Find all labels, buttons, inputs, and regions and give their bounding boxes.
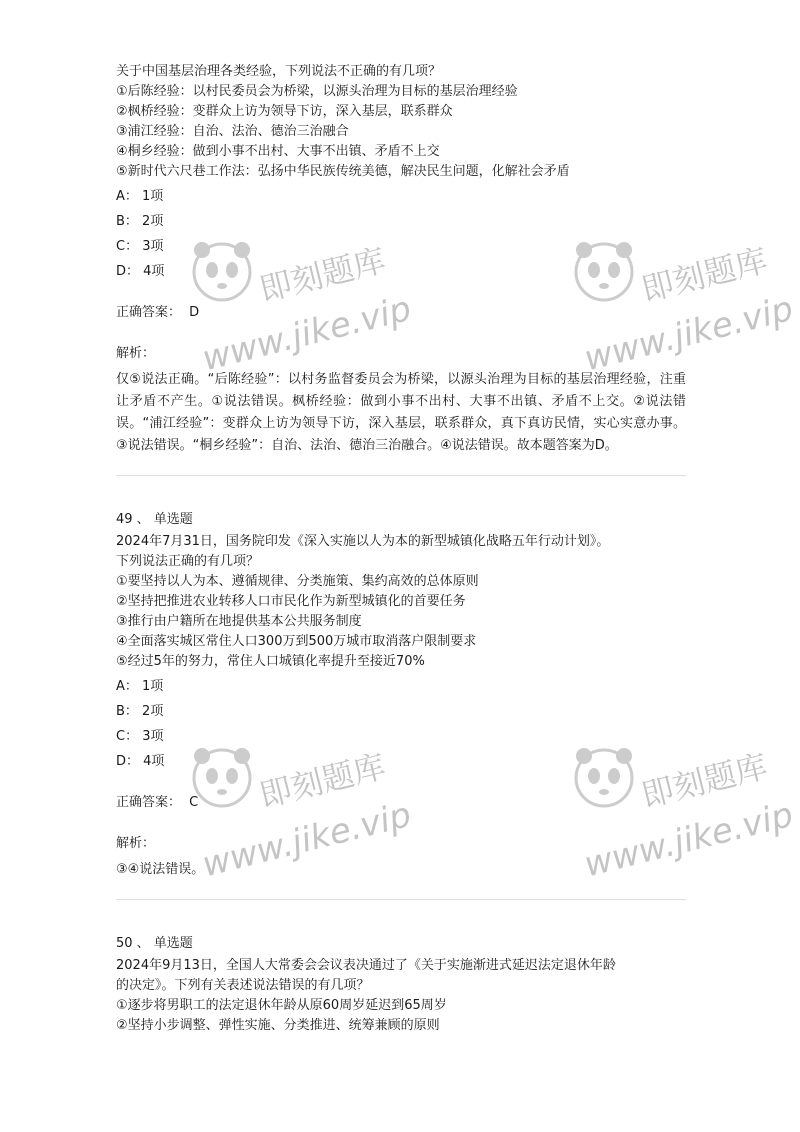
option-a: A： 1项 [116,679,164,694]
stem-line: ②坚持把推进农业转移人口市民化作为新型城镇化的首要任务 [116,594,466,609]
option-d: D： 4项 [116,754,165,769]
divider [116,475,686,476]
watermark-brand: 即刻题库 [255,241,390,309]
question-number: 50 、 单选题 [116,936,193,951]
answer-label: 正确答案： [116,305,182,320]
divider [116,899,686,900]
answer-value: D [189,305,200,320]
question-50 [116,934,686,1036]
stem-line: 下列说法正确的有几项？ [116,554,260,569]
question-stem [116,532,686,672]
analysis-label: 解析： [116,346,156,361]
watermark-brand: 即刻题库 [637,241,772,309]
watermark-url: www.jike.vip [580,288,798,380]
stem-line: ①后陈经验：以村民委员会为桥梁，以源头治理为目标的基层治理经验 [116,84,518,99]
stem-line: ③浦江经验：自治、法治、德治三治融合 [116,124,349,139]
watermark-url: www.jike.vip [198,794,416,886]
stem-line: 2024年9月13日，全国人大常委会会议表决通过了《关于实施渐进式延迟法定退休年龄 [116,958,616,973]
option-c: C： 3项 [116,239,164,254]
stem-line: ④桐乡经验：做到小事不出村、大事不出镇、矛盾不上交 [116,144,440,159]
analysis-text: 仅⑤说法正确。“后陈经验”：以村务监督委员会为桥梁，以源头治理为目标的基层治理经验，注重让矛盾不产生。①说法错误。枫桥经验：做到小事不出村、大事不出镇、矛盾不上交。②说法错误。“浦江经验”：变群众上访为领导下访，深入基层，联系群众，真下真访民情，实心实意办事。③说法错误。“桐乡经验”：自治、法治、德治三治融合。④说法错误。故本题答案为D。 [116,372,686,453]
options-list [116,188,686,281]
watermark-brand: 即刻题库 [255,747,390,815]
question-stem [116,956,686,1036]
answer-value: C [189,795,199,810]
stem-line: 的决定》。下列有关表述说法错误的有几项？ [116,978,370,993]
stem-line: ⑤经过5年的努力，常住人口城镇化率提升至接近70% [116,654,425,669]
watermark-brand: 即刻题库 [637,747,772,815]
analysis-label: 解析： [116,836,156,851]
watermark-url: www.jike.vip [198,288,416,380]
option-c: C： 3项 [116,729,164,744]
question-stem [116,62,686,182]
stem-line: 2024年7月31日，国务院印发《深入实施以人为本的新型城镇化战略五年行动计划》。 [116,534,610,549]
options-list [116,678,686,771]
correct-answer [116,794,686,812]
stem-line: ①要坚持以人为本、遵循规律、分类施策、集约高效的总体原则 [116,574,479,589]
option-b: B： 2项 [116,704,164,719]
stem-line: ①逐步将男职工的法定退休年龄从原60周岁延迟到65周岁 [116,998,447,1013]
option-a: A： 1项 [116,189,164,204]
watermark-url: www.jike.vip [580,794,798,886]
question-number: 49 、 单选题 [116,512,193,527]
stem-line: ②坚持小步调整、弹性实施、分类推进、统筹兼顾的原则 [116,1018,440,1033]
stem-line: ⑤新时代六尺巷工作法：弘扬中华民族传统美德，解决民生问题，化解社会矛盾 [116,164,570,179]
stem-line: 关于中国基层治理各类经验，下列说法不正确的有几项？ [116,64,442,79]
option-b: B： 2项 [116,214,164,229]
stem-line: ④全面落实城区常住人口300万到500万城市取消落户限制要求 [116,634,477,649]
correct-answer [116,304,686,322]
answer-label: 正确答案： [116,795,182,810]
question-48 [116,62,686,457]
question-49 [116,510,686,881]
stem-line: ②枫桥经验：变群众上访为领导下访，深入基层，联系群众 [116,104,453,119]
stem-line: ③推行由户籍所在地提供基本公共服务制度 [116,614,362,629]
option-d: D： 4项 [116,264,165,279]
analysis-text: ③④说法错误。 [116,862,205,877]
question-document [116,62,686,1036]
